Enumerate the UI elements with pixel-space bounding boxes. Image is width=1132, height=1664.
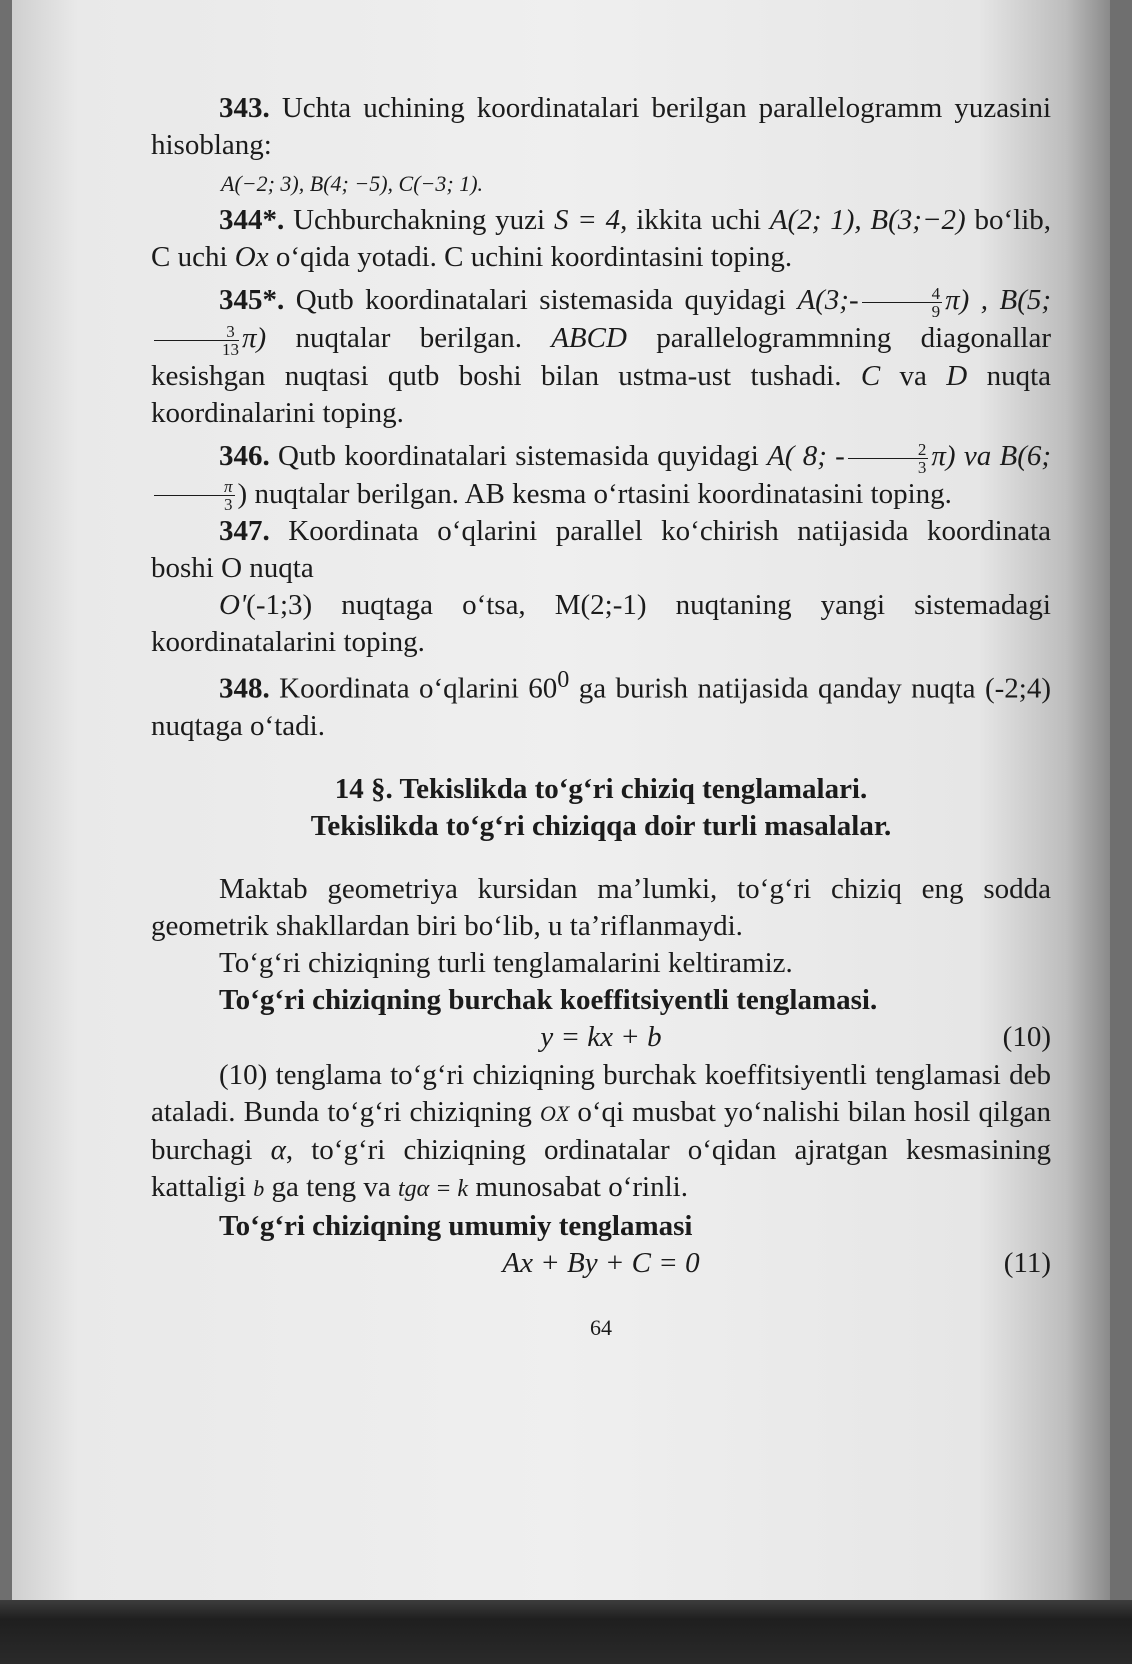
subheading-slope-form: To‘g‘ri chiziqning burchak koeffitsiyentli tenglamasi. — [219, 984, 878, 1017]
fraction: $\frac{2}{3}$ — [848, 441, 929, 476]
problem-348: 348. Koordinata o‘qlarini $60^0$ ga burish natijasida qanday nuqta (-2;4) nuqtaga o‘tadi. — [151, 666, 1051, 743]
fraction: $\frac{4}{9}$ — [862, 285, 943, 320]
problem-343: 343. Uchta uchining koordinatalari berilgan parallelogramm yuzasini hisoblang: — [151, 92, 1051, 161]
problem-344: 344*. Uchburchakning yuzi S = 4, ikkita uchi A(2; 1), B(3;−2) bo‘lib, C uchi Ox o‘qida yotadi. C uchini koordintasini toping. — [151, 204, 1052, 273]
section-title-line1: 14 §. Tekislikda to‘g‘ri chiziq tenglamalari. — [334, 773, 868, 806]
equation-11: Ax + By + C = 0 (11) — [502, 1247, 1051, 1280]
problem-343-coords: A(−2; 3), B(4; −5), C(−3; 1). — [221, 171, 484, 196]
equation-10: y = kx + b (10) — [540, 1021, 1051, 1054]
problem-347-cont: O'(-1;3) nuqtaga o‘tsa, M(2;-1) nuqtaning yangi sistemadagi koordinatalarini toping. — [151, 589, 1051, 659]
section-title-line2: Tekislikda to‘g‘ri chiziqqa doir turli masalalar. — [310, 810, 892, 843]
book-binding-edge — [0, 1600, 1132, 1664]
fraction: $\frac{\pi}{3}$ — [154, 478, 235, 513]
equation-10-description: (10) tenglama to‘g‘ri chiziqning burchak koeffitsiyentli tenglamasi deb ataladi. Bunda to‘g‘ri chiziqning OX o‘qi musbat yo‘nalishi bilan hosil qilgan burchagi α, to‘g‘ri chiziqning ordinatalar o‘qidan ajratgan kesmasining kattaligi b ga teng va tgα = k munosabat o‘rinli. — [151, 1059, 1051, 1204]
intro-sentence: To‘g‘ri chiziqning turli tenglamalarini keltiramiz. — [219, 947, 793, 980]
problem-347: 347. Koordinata o‘qlarini parallel ko‘chirish natijasida koordinata boshi O nuqta — [151, 515, 1051, 585]
intro-paragraph: Maktab geometriya kursidan ma’lumki, to‘g‘ri chiziq eng sodda geometrik shakllardan biri bo‘lib, u ta’riflanmaydi. — [151, 873, 1051, 943]
problem-346: 346. Qutb koordinatalari sistemasida quyidagi A( 8; - $\frac{2}{3}$ π) va B(6; $\frac{\pi}{3}$ ) nuqtalar berilgan. AB kesma o‘rtasini koordinatasini toping. — [151, 438, 1051, 514]
page-content — [151, 90, 1051, 1346]
page-number: 64 — [590, 1315, 612, 1341]
problem-345: 345*. Qutb koordinatalari sistemasida quyidagi A(3;- $\frac{4}{9}$ π) , B(5; $\frac{3}{13}$ π) nuqtalar berilgan. ABCD parallelogrammning diagonallar kesishgan nuqtasi qutb boshi bilan ustma-ust tushadi. C va D nuqta koordinalarini toping. — [151, 283, 1052, 429]
subheading-general-form: To‘g‘ri chiziqning umumiy tenglamasi — [219, 1210, 693, 1243]
fraction: $\frac{3}{13}$ — [154, 323, 239, 358]
